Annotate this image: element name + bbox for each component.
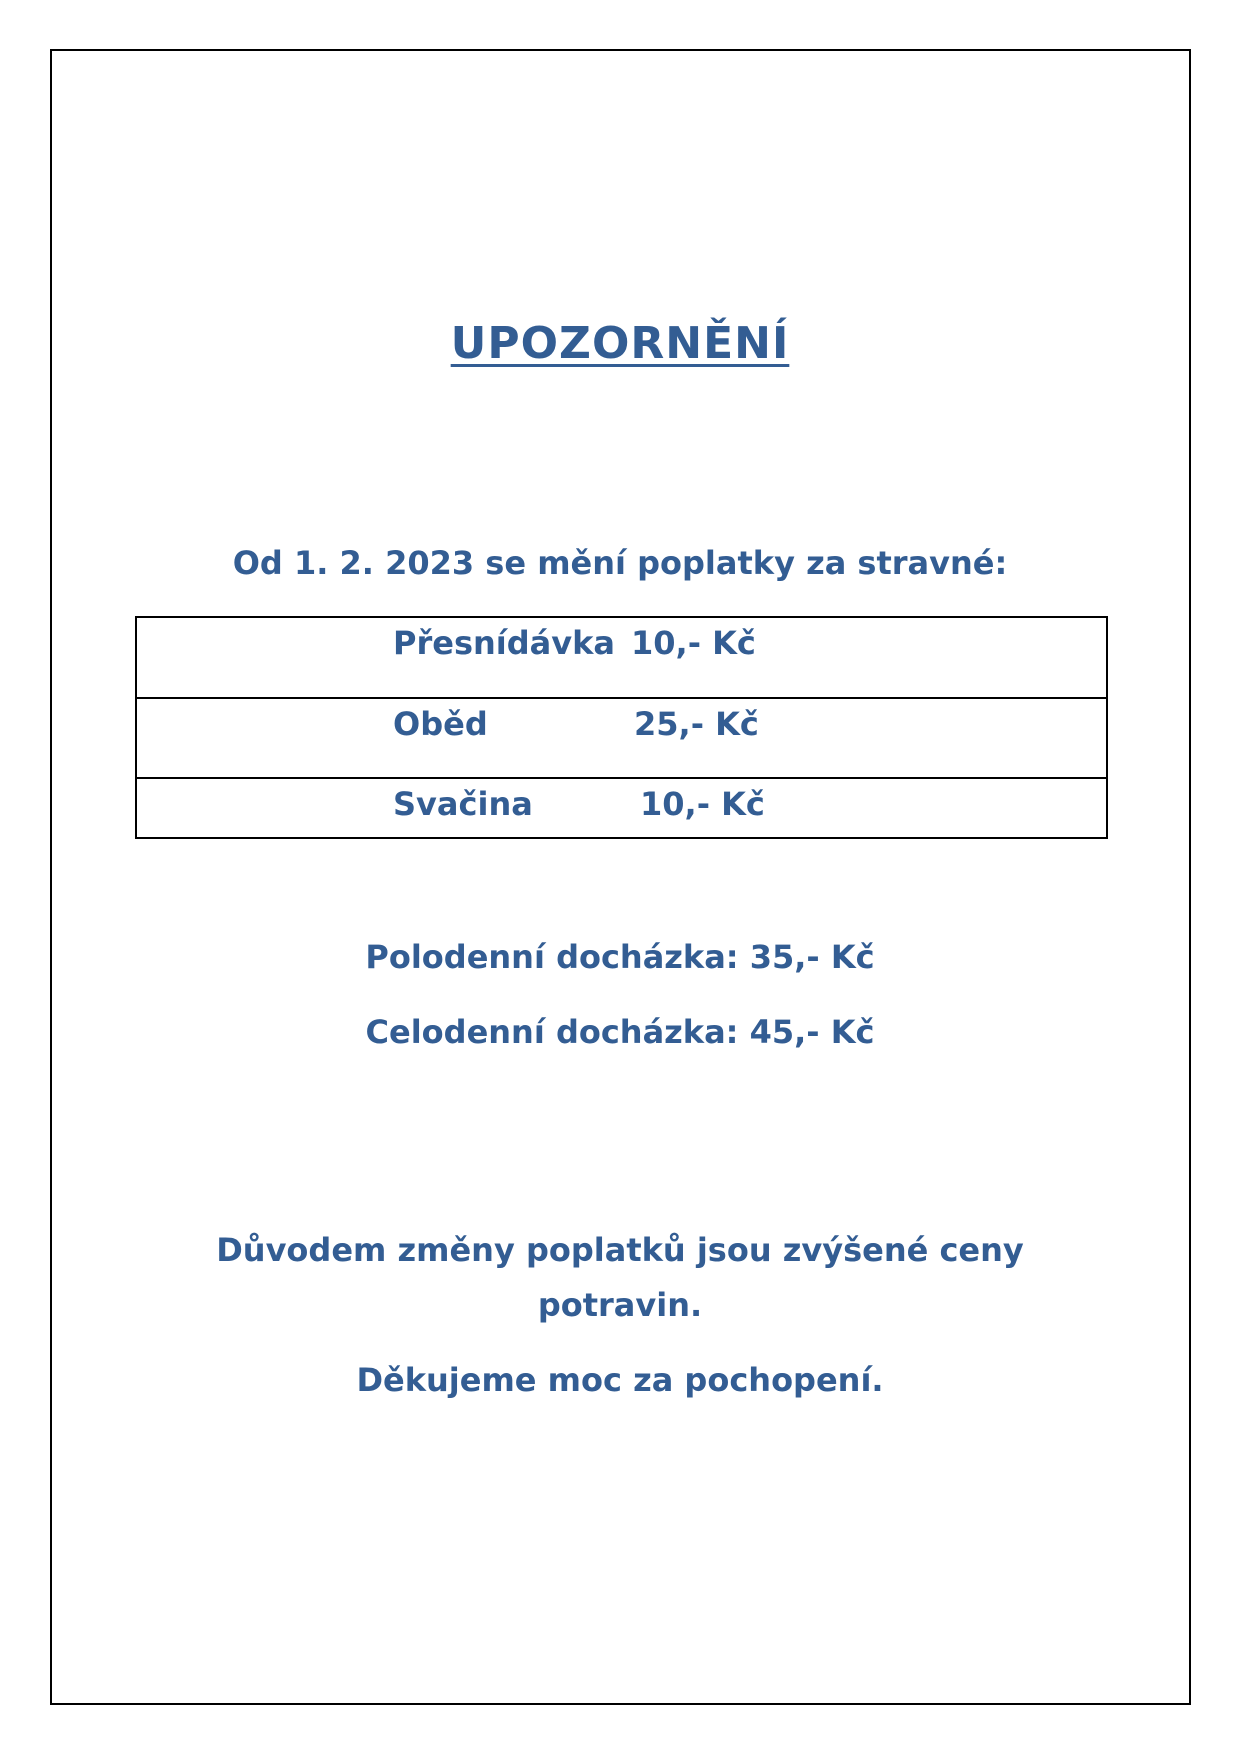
meal-name: Svačina bbox=[393, 785, 533, 823]
fee-change-intro: Od 1. 2. 2023 se mění poplatky za stravné: bbox=[232, 544, 1008, 582]
meal-price: 10,- Kč bbox=[631, 624, 756, 662]
notice-title: UPOZORNĚNÍ bbox=[450, 318, 790, 369]
table-row bbox=[137, 699, 1106, 779]
half-day-fee: Polodenní docházka: 35,- Kč bbox=[365, 938, 875, 976]
meal-name: Přesnídávka bbox=[393, 624, 615, 662]
table-row bbox=[137, 779, 1106, 837]
table-row bbox=[137, 618, 1106, 699]
reason-text-line-2: potravin. bbox=[537, 1286, 703, 1324]
meal-price: 25,- Kč bbox=[634, 705, 759, 743]
meal-price-table bbox=[135, 616, 1108, 839]
page-border bbox=[50, 49, 1191, 1705]
notice-title-wrap bbox=[0, 318, 1240, 369]
thanks-text: Děkujeme moc za pochopení. bbox=[356, 1361, 884, 1399]
meal-price: 10,- Kč bbox=[640, 785, 765, 823]
meal-name: Oběd bbox=[393, 705, 488, 743]
reason-text-line-1: Důvodem změny poplatků jsou zvýšené ceny bbox=[216, 1231, 1024, 1269]
full-day-fee: Celodenní docházka: 45,- Kč bbox=[365, 1013, 875, 1051]
